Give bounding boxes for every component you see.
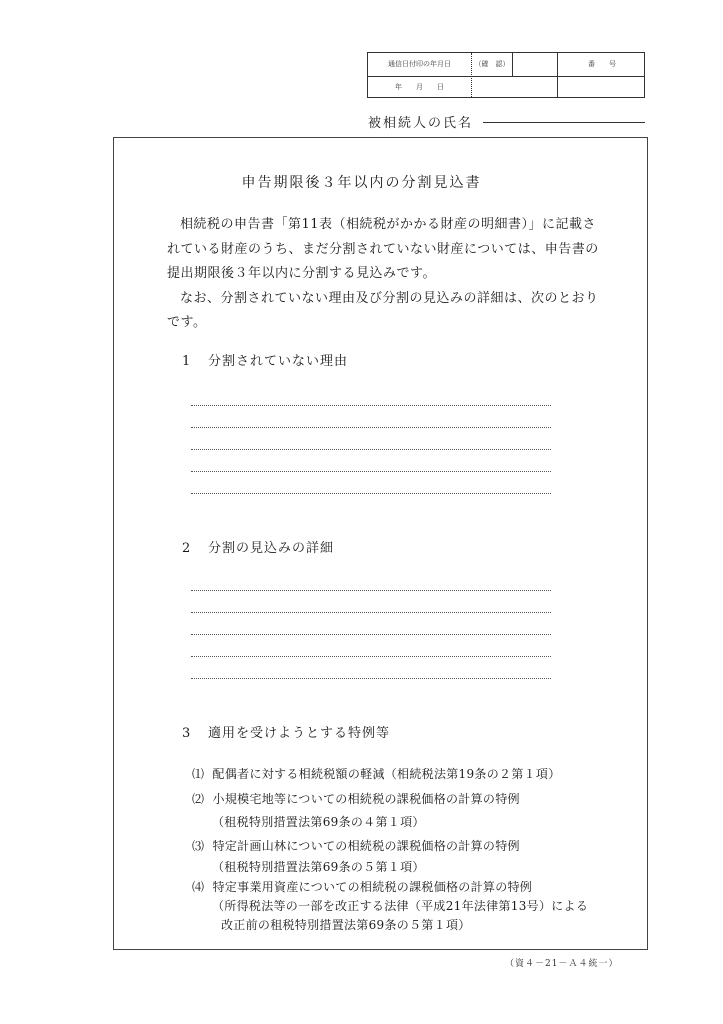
decedent-name-field[interactable] — [483, 122, 645, 123]
answer-line[interactable] — [191, 590, 551, 591]
section-number: 2 — [182, 541, 192, 556]
answer-line[interactable] — [191, 427, 551, 428]
answer-line[interactable] — [191, 678, 551, 679]
date-units: 年 月 日 — [395, 83, 444, 91]
form-code: （資４－21－Ａ４統一） — [505, 959, 619, 969]
received-date-label: 通信日付印の年月日 — [388, 60, 451, 68]
answer-line[interactable] — [191, 493, 551, 494]
item-4-subtext-2: 改正前の租税特別措置法第69条の５第１項） — [221, 918, 471, 932]
answer-line[interactable] — [191, 471, 551, 472]
section-1-heading — [182, 350, 348, 369]
special-item-4 — [192, 878, 532, 895]
item-marker: ⑶ — [192, 839, 205, 853]
section-title: 分割の見込みの詳細 — [208, 541, 335, 556]
section-number: 3 — [182, 726, 192, 741]
special-item-1 — [192, 765, 561, 782]
answer-line[interactable] — [191, 612, 551, 613]
item-text: 配偶者に対する相続税額の軽減（相続税法第19条の２第１項） — [212, 767, 561, 781]
item-text: 特定計画山林についての相続税の課税価格の計算の特例 — [212, 839, 520, 853]
answer-line[interactable] — [191, 449, 551, 450]
answer-line[interactable] — [191, 656, 551, 657]
section-3-heading — [182, 722, 390, 741]
intro-paragraph-1: 相続税の申告書「第11表（相続税がかかる財産の明細書）」に記載されている財産のうち、まだ分割されていない財産については、申告書の提出期限後３年以内に分割する見込みです。 — [167, 217, 599, 281]
number-label: 番 号 — [588, 60, 616, 68]
special-item-3 — [192, 837, 520, 854]
item-4-subtext-1: （所得税法等の一部を改正する法律（平成21年法律第13号）による — [212, 899, 589, 913]
section-title: 適用を受けようとする特例等 — [208, 726, 391, 741]
section-number: 1 — [182, 354, 192, 369]
item-text: 小規模宅地等についての相続税の課税価格の計算の特例 — [212, 792, 520, 806]
decedent-name-label: 被相続人の氏名 — [368, 116, 474, 131]
intro-paragraph-2: なお、分割されていない理由及び分割の見込みの詳細は、次のとおりです。 — [167, 290, 599, 330]
section-2-heading — [182, 537, 334, 556]
stamp-divider — [368, 76, 644, 77]
item-3-subtext: （租税特別措置法第69条の５第１項） — [212, 860, 425, 874]
item-text: 特定事業用資産についての相続税の課税価格の計算の特例 — [212, 880, 533, 894]
intro-paragraphs — [167, 213, 607, 336]
answer-line[interactable] — [191, 634, 551, 635]
receipt-stamp-table — [367, 52, 645, 98]
stamp-divider — [512, 53, 513, 76]
confirm-label: （確 認） — [474, 60, 510, 68]
item-marker: ⑴ — [192, 767, 205, 781]
item-marker: ⑷ — [192, 880, 205, 894]
special-item-2 — [192, 790, 520, 807]
answer-line[interactable] — [191, 405, 551, 406]
section-title: 分割されていない理由 — [208, 354, 349, 369]
document-title: 申告期限後３年以内の分割見込書 — [241, 175, 482, 191]
item-2-subtext: （租税特別措置法第69条の４第１項） — [212, 815, 425, 829]
item-marker: ⑵ — [192, 792, 205, 806]
